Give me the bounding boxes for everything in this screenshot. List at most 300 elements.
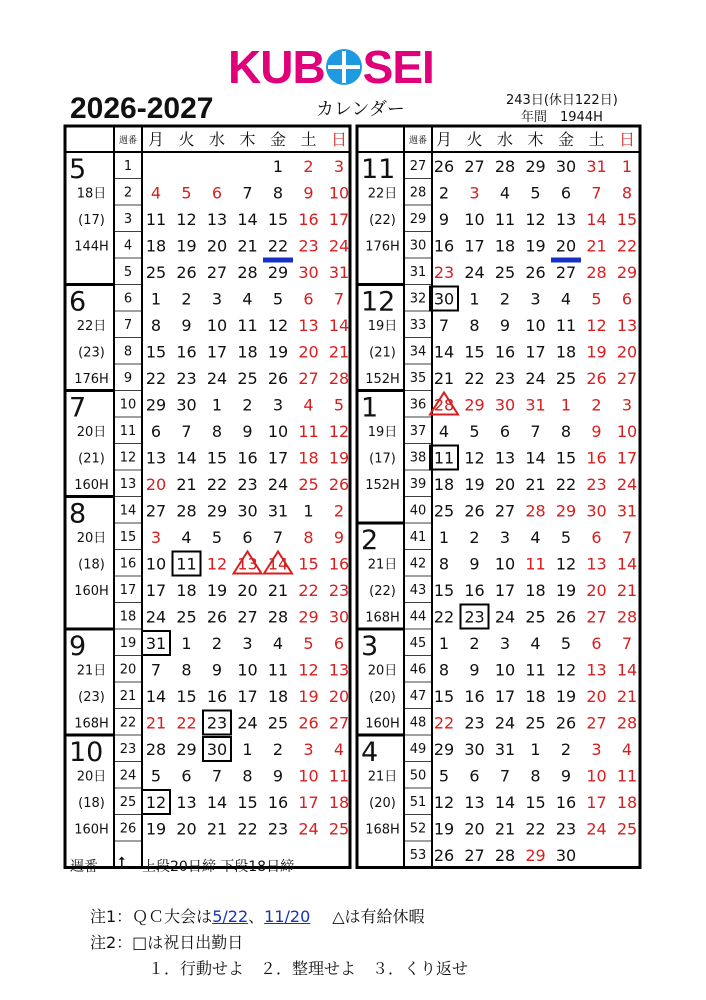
day-cell: 27 [464,157,485,176]
day-cell: 1 [150,289,162,309]
month-workdays-count: (20) [369,690,396,705]
day-cell: 21 [586,236,607,256]
day-cell: 29 [464,395,485,415]
day-cell: 22 [267,236,289,256]
day-cell: 2 [499,289,511,309]
month-hours: 144H [74,239,109,255]
day-cell: 12 [555,660,577,680]
day-cell: 14 [176,448,197,468]
header-week: 週番 [118,136,138,146]
day-cell: 15 [433,687,455,706]
day-cell: 12 [433,793,455,812]
day-cell: 4 [499,183,511,203]
day-cell: 25 [298,475,319,494]
day-cell: 8 [621,183,633,203]
day-cell: 6 [333,634,345,653]
day-cell: 21 [494,819,516,839]
day-cell: 22 [464,369,485,388]
day-cell: 30 [433,289,455,309]
day-cell: 25 [237,369,258,388]
day-cell: 28 [616,607,638,627]
day-cell: 31 [616,501,638,521]
day-cell: 7 [621,528,633,547]
day-cell: 18 [494,236,516,256]
day-cell: 30 [206,740,228,759]
day-cell: 3 [530,289,541,309]
day-cell: 23 [206,713,228,733]
day-cell: 18 [525,687,546,706]
day-cell: 7 [438,316,450,335]
day-cell: 17 [145,581,167,600]
day-cell: 8 [469,316,480,335]
day-cell: 15 [237,793,258,812]
day-cell: 12 [206,554,228,574]
day-cell: 24 [494,713,516,733]
day-cell: 5 [181,183,192,203]
day-cell: 28 [328,369,350,388]
day-cell: 21 [616,687,638,706]
day-cell: 4 [242,289,253,309]
day-cell: 6 [181,766,192,786]
day-cell: 4 [333,740,345,759]
day-cell: 26 [464,501,485,521]
day-cell: 26 [328,475,350,494]
day-cell: 14 [525,448,546,468]
day-cell: 14 [616,554,638,574]
day-cell: 26 [525,263,546,282]
day-cell: 12 [298,660,319,680]
day-cell: 19 [555,687,577,706]
day-cell: 16 [328,554,350,574]
week-number: 10 [119,397,137,413]
day-cell: 20 [616,342,638,362]
day-cell: 17 [494,687,516,706]
day-cell: 2 [591,395,602,415]
month-hours: 176H [365,239,400,255]
day-cell: 26 [267,369,289,388]
day-cell: 26 [586,369,607,388]
day-cell: 26 [176,263,197,282]
day-cell: 12 [555,554,577,574]
day-cell: 9 [469,554,480,574]
month-name: 8 [69,498,87,530]
day-cell: 10 [267,422,289,441]
day-cell: 9 [591,422,602,441]
day-cell: 1 [272,157,284,176]
day-cell: 8 [438,660,450,680]
day-cell: 9 [438,210,450,229]
day-cell: 19 [464,475,485,494]
day-cell: 13 [494,448,516,468]
day-cell: 5 [303,634,314,653]
day-cell: 13 [555,210,577,229]
week-number: 31 [409,265,427,280]
week-number: 32 [409,291,427,307]
legend-week-label: 週番 [70,859,98,875]
week-number: 40 [409,503,427,519]
month-name: 2 [361,525,379,556]
week-number: 11 [119,424,137,439]
day-cell: 20 [145,475,167,494]
month-name: 9 [69,631,87,662]
day-cell: 31 [494,740,516,759]
day-cell: 1 [211,395,223,415]
day-cell: 13 [586,660,607,680]
day-cell: 9 [303,183,314,203]
day-cell: 13 [145,448,167,468]
week-number: 47 [409,689,427,704]
day-cell: 30 [586,501,607,521]
week-number: 52 [409,821,427,837]
week-number: 26 [119,821,137,837]
day-cell: 24 [206,369,228,388]
day-cell: 17 [298,793,319,812]
month-workdays-count: (18) [78,796,105,811]
day-cell: 2 [242,395,253,415]
day-cell: 14 [433,342,455,362]
header-day-7: 日 [330,130,348,149]
day-cell: 30 [464,740,485,759]
day-cell: 17 [237,687,258,706]
working-days-summary: 243日(休日122日) [506,93,618,108]
day-cell: 29 [525,846,546,865]
day-cell: 8 [272,183,284,203]
day-cell: 27 [616,369,638,388]
day-cell: 1 [242,740,253,759]
day-cell: 7 [499,766,511,786]
month-workdays: 22日 [76,319,107,334]
day-cell: 24 [494,607,516,627]
day-cell: 18 [145,236,167,256]
day-cell: 18 [433,475,455,494]
day-cell: 31 [525,395,546,415]
day-cell: 4 [438,422,450,441]
day-cell: 2 [469,528,480,547]
week-number: 19 [119,636,137,651]
week-number: 16 [119,556,137,572]
day-cell: 23 [237,475,258,494]
day-cell: 7 [150,660,162,680]
day-cell: 12 [176,210,197,229]
week-number: 24 [119,768,137,784]
day-cell: 24 [464,263,485,282]
week-number: 48 [409,715,427,731]
day-cell: 29 [267,263,289,282]
week-number: 43 [409,583,427,598]
day-cell: 29 [298,607,319,627]
week-number: 25 [119,795,137,810]
week-number: 38 [409,450,427,466]
day-cell: 6 [591,528,602,547]
day-cell: 29 [616,263,638,282]
week-number: 23 [119,742,137,757]
day-cell: 8 [211,422,223,441]
day-cell: 11 [176,554,197,574]
motto: １．行動せよ ２．整理せよ ３．くり返せ [148,959,469,978]
day-cell: 16 [237,448,258,468]
day-cell: 16 [433,236,455,256]
week-number: 2 [123,185,133,201]
return-arrow-icon: ⮤ [118,853,128,872]
day-cell: 3 [303,740,314,759]
day-cell: 10 [298,766,319,786]
day-cell: 10 [464,210,485,229]
day-cell: 6 [242,528,253,547]
day-cell: 3 [242,634,253,653]
day-cell: 20 [206,236,228,256]
day-cell: 16 [206,687,228,706]
day-cell: 1 [560,395,572,415]
day-cell: 3 [150,528,162,547]
day-cell: 15 [525,793,546,812]
day-cell: 22 [145,369,167,388]
day-cell: 15 [555,448,577,468]
day-cell: 30 [328,607,350,627]
day-cell: 10 [206,316,228,335]
day-cell: 16 [298,210,319,229]
week-number: 18 [119,609,137,625]
header-day-2: 火 [466,130,483,149]
day-cell: 23 [328,581,350,600]
day-cell: 8 [560,422,572,441]
legend-closing-text: 上段20日締 下段18日締 [142,859,295,875]
month-workdays: 20日 [76,769,107,785]
month-hours: 168H [365,822,400,838]
day-cell: 16 [555,793,577,812]
day-cell: 13 [298,316,319,335]
week-number: 37 [409,424,427,439]
day-cell: 7 [591,183,602,203]
day-cell: 17 [328,210,350,229]
day-cell: 16 [494,342,516,362]
day-cell: 11 [145,210,167,229]
day-cell: 19 [145,819,167,839]
week-number: 12 [119,450,137,466]
day-cell: 23 [586,475,607,494]
day-cell: 31 [586,157,607,176]
day-cell: 15 [433,581,455,600]
header-day-5: 金 [269,130,287,149]
day-cell: 6 [499,422,511,441]
day-cell: 9 [333,528,345,547]
month-hours: 168H [74,716,109,732]
day-cell: 7 [333,289,345,309]
day-cell: 9 [181,316,192,335]
day-cell: 2 [272,740,284,759]
note-1-separator: 、 [248,907,265,926]
day-cell: 8 [242,766,253,786]
day-cell: 23 [555,819,577,839]
day-cell: 6 [150,422,162,441]
day-cell: 10 [586,766,607,786]
day-cell: 15 [267,210,289,229]
day-cell: 30 [176,395,197,415]
month-workdays-count: (21) [369,345,396,361]
day-cell: 21 [616,581,638,600]
day-cell: 17 [525,342,546,362]
week-number: 4 [123,238,133,254]
day-cell: 21 [237,236,258,256]
day-cell: 17 [267,448,289,468]
day-cell: 29 [433,740,455,759]
day-cell: 11 [267,660,289,680]
day-cell: 22 [176,713,197,733]
day-cell: 2 [333,501,345,521]
day-cell: 17 [206,342,228,362]
month-hours: 168H [365,610,400,626]
day-cell: 26 [555,713,577,733]
month-workdays-count: (20) [369,796,396,811]
day-cell: 16 [586,448,607,468]
note-1-triangle-text: △は有給休暇 [332,907,425,926]
month-hours: 176H [74,372,109,387]
day-cell: 28 [616,713,638,733]
week-number: 50 [409,768,427,784]
day-cell: 12 [586,316,607,335]
day-cell: 28 [433,395,455,415]
month-hours: 160H [74,822,109,838]
day-cell: 23 [267,819,289,839]
day-cell: 19 [267,342,289,362]
day-cell: 28 [525,501,546,521]
day-cell: 8 [181,660,192,680]
week-number: 8 [123,344,133,360]
day-cell: 8 [303,528,314,547]
month-workdays: 21日 [76,663,107,679]
day-cell: 18 [616,793,638,812]
day-cell: 9 [211,660,223,680]
month-workdays-count: (18) [78,557,105,573]
day-cell: 10 [616,422,638,441]
day-cell: 21 [525,475,546,494]
week-number: 42 [409,556,427,572]
day-cell: 11 [525,660,546,680]
calendar-subtitle: カレンダー [316,99,405,120]
day-cell: 14 [328,316,350,335]
day-cell: 26 [206,607,228,627]
day-cell: 26 [433,157,455,176]
qc-date-2: 11/20 [264,907,311,926]
month-workdays-count: (17) [78,213,105,228]
day-cell: 22 [206,475,228,494]
day-cell: 20 [328,687,350,706]
day-cell: 4 [150,183,162,203]
annual-hours-summary: 年間 1944H [521,110,603,125]
day-cell: 24 [328,236,350,256]
month-hours: 160H [365,716,400,732]
day-cell: 3 [621,395,633,415]
week-number: 41 [409,530,427,545]
day-cell: 25 [525,607,546,627]
day-cell: 16 [267,793,289,812]
day-cell: 4 [560,289,572,309]
day-cell: 3 [499,634,511,653]
day-cell: 29 [145,395,167,415]
day-cell: 10 [237,660,258,680]
day-cell: 30 [555,157,577,176]
day-cell: 18 [298,448,319,468]
day-cell: 1 [181,634,192,653]
day-cell: 13 [586,554,607,574]
day-cell: 7 [181,422,192,441]
week-number: 14 [119,503,137,519]
qc-meeting-marker [551,258,581,263]
day-cell: 20 [555,236,577,256]
day-cell: 18 [176,581,197,600]
calendar-title: 2026-2027 [70,92,214,125]
day-cell: 15 [145,342,167,362]
header-day-7: 日 [618,130,636,149]
day-cell: 17 [464,236,485,256]
day-cell: 2 [469,634,480,653]
day-cell: 5 [469,422,480,441]
day-cell: 26 [555,607,577,627]
day-cell: 3 [333,157,345,176]
day-cell: 21 [433,369,455,388]
note-2: 注2：□は祝日出勤日 [90,933,244,952]
day-cell: 31 [145,634,167,653]
day-cell: 13 [328,660,350,680]
week-number: 21 [119,689,137,704]
month-workdays: 22日 [367,186,398,202]
day-cell: 5 [530,183,541,203]
month-name: 12 [361,286,396,318]
header-day-4: 木 [527,130,544,149]
week-number: 29 [409,212,427,227]
day-cell: 30 [494,395,516,415]
week-number: 5 [123,265,133,280]
month-workdays: 19日 [367,319,398,334]
day-cell: 15 [206,448,228,468]
day-cell: 1 [438,528,450,547]
day-cell: 4 [621,740,633,759]
day-cell: 27 [494,501,516,521]
day-cell: 4 [530,634,541,653]
day-cell: 23 [464,713,485,733]
day-cell: 19 [328,448,350,468]
day-cell: 28 [586,263,607,282]
day-cell: 14 [586,210,607,229]
day-cell: 20 [298,342,319,362]
day-cell: 3 [469,183,480,203]
day-cell: 2 [303,157,314,176]
day-cell: 4 [181,528,192,547]
header-day-3: 水 [496,130,514,149]
day-cell: 22 [616,236,638,256]
week-number: 22 [119,715,137,731]
week-number: 44 [409,609,427,625]
day-cell: 14 [237,210,258,229]
month-workdays: 20日 [367,663,398,679]
day-cell: 11 [616,766,638,786]
day-cell: 25 [494,263,516,282]
month-name: 4 [361,737,379,768]
week-number: 6 [123,291,133,307]
day-cell: 30 [555,846,577,865]
day-cell: 10 [328,183,350,203]
day-cell: 27 [145,501,167,521]
week-number: 36 [409,397,427,413]
day-cell: 6 [303,289,314,309]
week-number: 9 [123,371,133,386]
week-number: 33 [409,318,427,333]
day-cell: 25 [555,369,577,388]
day-cell: 7 [211,766,223,786]
note-1 [90,904,425,927]
day-cell: 23 [494,369,516,388]
day-cell: 24 [298,819,319,839]
month-name: 11 [361,154,396,185]
